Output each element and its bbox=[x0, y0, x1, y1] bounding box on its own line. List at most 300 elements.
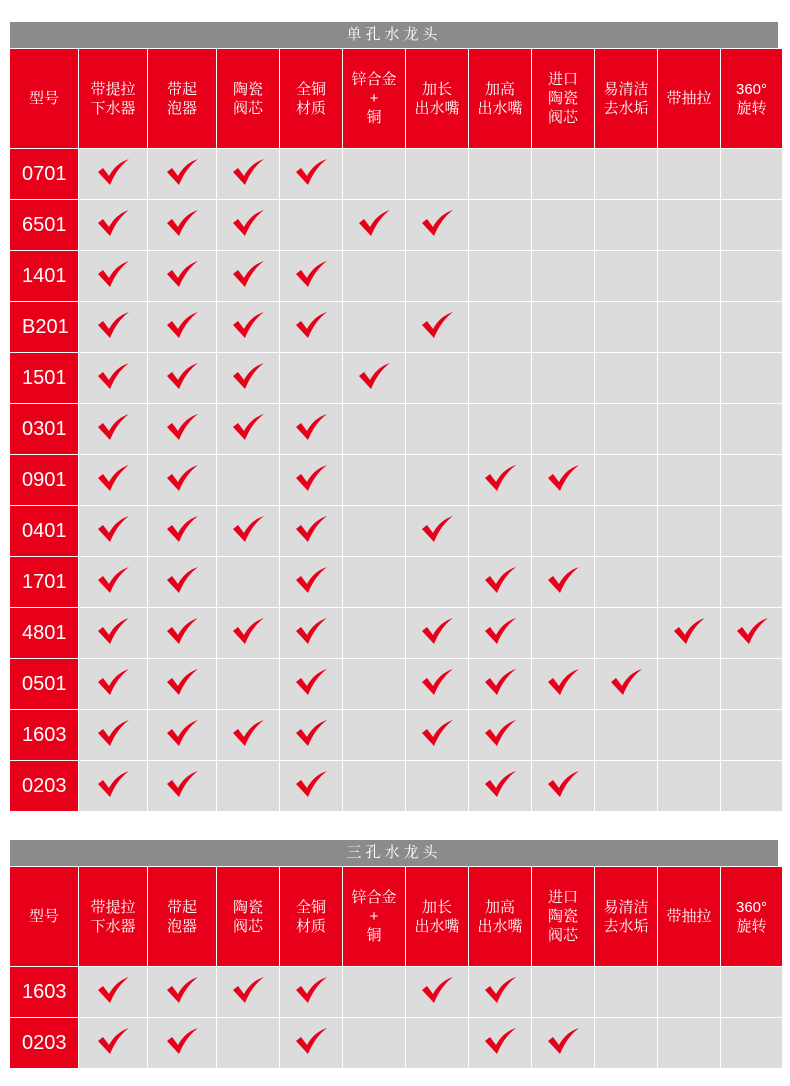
feature-cell bbox=[406, 659, 468, 709]
feature-cell bbox=[658, 557, 720, 607]
feature-cell bbox=[721, 404, 782, 454]
feature-cell bbox=[721, 251, 782, 301]
feature-cell bbox=[406, 608, 468, 658]
feature-cell bbox=[532, 710, 594, 760]
model-number: 0301 bbox=[10, 404, 78, 454]
feature-cell bbox=[217, 506, 279, 556]
feature-cell bbox=[148, 251, 216, 301]
feature-cell bbox=[343, 710, 405, 760]
feature-cell bbox=[532, 761, 594, 811]
column-header-feature: 易清洁 去水垢 bbox=[595, 867, 657, 966]
feature-cell bbox=[721, 149, 782, 199]
feature-cell bbox=[280, 1018, 342, 1068]
feature-cell bbox=[595, 200, 657, 250]
feature-cell bbox=[532, 404, 594, 454]
checkmark-icon bbox=[357, 361, 391, 391]
feature-cell bbox=[406, 710, 468, 760]
feature-cell bbox=[79, 302, 147, 352]
feature-cell bbox=[217, 557, 279, 607]
feature-cell bbox=[280, 251, 342, 301]
checkmark-icon bbox=[96, 208, 130, 238]
column-header-feature: 陶瓷 阀芯 bbox=[217, 49, 279, 148]
feature-cell bbox=[217, 149, 279, 199]
model-number: 1603 bbox=[10, 967, 78, 1017]
feature-cell bbox=[532, 506, 594, 556]
feature-cell bbox=[532, 557, 594, 607]
table-row bbox=[10, 557, 782, 607]
feature-cell bbox=[532, 353, 594, 403]
checkmark-icon bbox=[294, 514, 328, 544]
table-row bbox=[10, 200, 782, 250]
model-number: 0901 bbox=[10, 455, 78, 505]
feature-cell bbox=[280, 557, 342, 607]
checkmark-icon bbox=[231, 361, 265, 391]
table-row bbox=[10, 710, 782, 760]
checkmark-icon bbox=[735, 616, 769, 646]
model-number: 0401 bbox=[10, 506, 78, 556]
feature-cell bbox=[532, 251, 594, 301]
feature-cell bbox=[280, 710, 342, 760]
checkmark-icon bbox=[231, 718, 265, 748]
feature-cell bbox=[79, 608, 147, 658]
feature-cell bbox=[406, 506, 468, 556]
section-title: 单孔水龙头 bbox=[10, 22, 778, 48]
feature-cell bbox=[532, 659, 594, 709]
model-number: 6501 bbox=[10, 200, 78, 250]
checkmark-icon bbox=[231, 208, 265, 238]
checkmark-icon bbox=[294, 463, 328, 493]
feature-cell bbox=[469, 608, 531, 658]
feature-cell bbox=[343, 659, 405, 709]
feature-cell bbox=[721, 659, 782, 709]
checkmark-icon bbox=[294, 259, 328, 289]
table-row bbox=[10, 251, 782, 301]
checkmark-icon bbox=[672, 616, 706, 646]
feature-cell bbox=[79, 557, 147, 607]
checkmark-icon bbox=[294, 1026, 328, 1056]
column-header-feature: 带起 泡器 bbox=[148, 49, 216, 148]
feature-cell bbox=[406, 353, 468, 403]
checkmark-icon bbox=[165, 769, 199, 799]
checkmark-icon bbox=[294, 667, 328, 697]
feature-cell bbox=[658, 455, 720, 505]
feature-cell bbox=[280, 967, 342, 1017]
table-row bbox=[10, 761, 782, 811]
checkmark-icon bbox=[420, 514, 454, 544]
checkmark-icon bbox=[231, 259, 265, 289]
feature-cell bbox=[721, 506, 782, 556]
checkmark-icon bbox=[231, 157, 265, 187]
feature-cell bbox=[280, 353, 342, 403]
checkmark-icon bbox=[420, 667, 454, 697]
feature-cell bbox=[79, 506, 147, 556]
column-header-feature: 加长 出水嘴 bbox=[406, 867, 468, 966]
checkmark-icon bbox=[96, 769, 130, 799]
feature-cell bbox=[595, 251, 657, 301]
feature-cell bbox=[721, 1018, 782, 1068]
checkmark-icon bbox=[96, 259, 130, 289]
feature-cell bbox=[79, 404, 147, 454]
feature-cell bbox=[406, 1018, 468, 1068]
model-number: 0203 bbox=[10, 761, 78, 811]
checkmark-icon bbox=[165, 667, 199, 697]
column-header-feature: 带抽拉 bbox=[658, 49, 720, 148]
feature-cell bbox=[469, 967, 531, 1017]
feature-table bbox=[9, 866, 783, 1069]
column-header-feature: 全铜 材质 bbox=[280, 867, 342, 966]
feature-cell bbox=[217, 761, 279, 811]
feature-cell bbox=[595, 455, 657, 505]
feature-cell bbox=[217, 302, 279, 352]
feature-cell bbox=[79, 659, 147, 709]
table-row bbox=[10, 506, 782, 556]
feature-cell bbox=[148, 659, 216, 709]
feature-cell bbox=[79, 1018, 147, 1068]
feature-cell bbox=[721, 761, 782, 811]
feature-cell bbox=[595, 608, 657, 658]
feature-cell bbox=[79, 761, 147, 811]
checkmark-icon bbox=[546, 667, 580, 697]
feature-cell bbox=[658, 302, 720, 352]
checkmark-icon bbox=[165, 1026, 199, 1056]
feature-cell bbox=[532, 149, 594, 199]
table-row bbox=[10, 1018, 782, 1068]
model-number: 4801 bbox=[10, 608, 78, 658]
feature-cell bbox=[406, 967, 468, 1017]
section-three-hole bbox=[10, 840, 778, 1069]
feature-cell bbox=[658, 761, 720, 811]
model-number: 1701 bbox=[10, 557, 78, 607]
feature-cell bbox=[532, 302, 594, 352]
column-header-feature: 进口 陶瓷 阀芯 bbox=[532, 49, 594, 148]
feature-cell bbox=[469, 710, 531, 760]
feature-cell bbox=[406, 200, 468, 250]
feature-cell bbox=[217, 251, 279, 301]
checkmark-icon bbox=[165, 310, 199, 340]
section-single-hole bbox=[10, 22, 778, 812]
feature-cell bbox=[721, 302, 782, 352]
feature-cell bbox=[469, 302, 531, 352]
feature-cell bbox=[79, 710, 147, 760]
feature-cell bbox=[280, 506, 342, 556]
section-title: 三孔水龙头 bbox=[10, 840, 778, 866]
feature-cell bbox=[280, 455, 342, 505]
feature-cell bbox=[79, 149, 147, 199]
checkmark-icon bbox=[483, 616, 517, 646]
feature-cell bbox=[658, 659, 720, 709]
checkmark-icon bbox=[165, 208, 199, 238]
checkmark-icon bbox=[231, 975, 265, 1005]
feature-cell bbox=[658, 149, 720, 199]
feature-cell bbox=[406, 761, 468, 811]
column-header-feature: 全铜 材质 bbox=[280, 49, 342, 148]
checkmark-icon bbox=[546, 769, 580, 799]
checkmark-icon bbox=[483, 1026, 517, 1056]
feature-cell bbox=[148, 761, 216, 811]
feature-cell bbox=[469, 506, 531, 556]
column-header-feature: 360° 旋转 bbox=[721, 49, 782, 148]
feature-cell bbox=[217, 608, 279, 658]
feature-cell bbox=[217, 659, 279, 709]
feature-cell bbox=[217, 404, 279, 454]
checkmark-icon bbox=[609, 667, 643, 697]
checkmark-icon bbox=[294, 412, 328, 442]
feature-cell bbox=[217, 710, 279, 760]
feature-cell bbox=[469, 251, 531, 301]
table-row bbox=[10, 404, 782, 454]
feature-cell bbox=[721, 200, 782, 250]
checkmark-icon bbox=[294, 769, 328, 799]
feature-cell bbox=[148, 557, 216, 607]
checkmark-icon bbox=[231, 514, 265, 544]
feature-cell bbox=[79, 353, 147, 403]
checkmark-icon bbox=[96, 616, 130, 646]
feature-cell bbox=[595, 1018, 657, 1068]
model-number: 0501 bbox=[10, 659, 78, 709]
feature-cell bbox=[280, 404, 342, 454]
checkmark-icon bbox=[420, 616, 454, 646]
checkmark-icon bbox=[483, 463, 517, 493]
checkmark-icon bbox=[96, 412, 130, 442]
feature-cell bbox=[148, 455, 216, 505]
column-header-model: 型号 bbox=[10, 867, 78, 966]
column-header-feature: 带提拉 下水器 bbox=[79, 867, 147, 966]
feature-cell bbox=[595, 659, 657, 709]
feature-table bbox=[9, 48, 783, 812]
checkmark-icon bbox=[357, 208, 391, 238]
checkmark-icon bbox=[96, 565, 130, 595]
model-number: 1401 bbox=[10, 251, 78, 301]
feature-cell bbox=[406, 302, 468, 352]
feature-cell bbox=[343, 200, 405, 250]
table-row bbox=[10, 608, 782, 658]
feature-cell bbox=[469, 1018, 531, 1068]
feature-cell bbox=[721, 967, 782, 1017]
feature-cell bbox=[532, 967, 594, 1017]
feature-cell bbox=[406, 251, 468, 301]
feature-cell bbox=[148, 404, 216, 454]
feature-cell bbox=[469, 761, 531, 811]
column-header-feature: 带起 泡器 bbox=[148, 867, 216, 966]
feature-cell bbox=[595, 761, 657, 811]
feature-cell bbox=[148, 302, 216, 352]
feature-cell bbox=[343, 404, 405, 454]
header-row bbox=[10, 49, 782, 148]
column-header-feature: 360° 旋转 bbox=[721, 867, 782, 966]
model-number: 0701 bbox=[10, 149, 78, 199]
checkmark-icon bbox=[483, 769, 517, 799]
feature-cell bbox=[595, 302, 657, 352]
column-header-model: 型号 bbox=[10, 49, 78, 148]
column-header-feature: 加高 出水嘴 bbox=[469, 49, 531, 148]
feature-cell bbox=[217, 200, 279, 250]
checkmark-icon bbox=[96, 361, 130, 391]
column-header-feature: 陶瓷 阀芯 bbox=[217, 867, 279, 966]
checkmark-icon bbox=[231, 310, 265, 340]
feature-cell bbox=[406, 149, 468, 199]
feature-cell bbox=[148, 200, 216, 250]
checkmark-icon bbox=[165, 718, 199, 748]
feature-cell bbox=[595, 967, 657, 1017]
checkmark-icon bbox=[165, 616, 199, 646]
feature-cell bbox=[343, 302, 405, 352]
checkmark-icon bbox=[96, 975, 130, 1005]
feature-cell bbox=[658, 506, 720, 556]
feature-cell bbox=[469, 200, 531, 250]
feature-cell bbox=[148, 608, 216, 658]
feature-cell bbox=[148, 149, 216, 199]
feature-cell bbox=[532, 608, 594, 658]
column-header-feature: 加长 出水嘴 bbox=[406, 49, 468, 148]
column-header-feature: 锌合金 + 铜 bbox=[343, 49, 405, 148]
checkmark-icon bbox=[165, 157, 199, 187]
checkmark-icon bbox=[165, 463, 199, 493]
feature-cell bbox=[406, 404, 468, 454]
feature-cell bbox=[469, 149, 531, 199]
feature-cell bbox=[79, 200, 147, 250]
feature-cell bbox=[79, 455, 147, 505]
feature-cell bbox=[280, 302, 342, 352]
table-row bbox=[10, 967, 782, 1017]
feature-cell bbox=[532, 455, 594, 505]
feature-cell bbox=[658, 710, 720, 760]
feature-cell bbox=[280, 659, 342, 709]
checkmark-icon bbox=[483, 565, 517, 595]
table-row bbox=[10, 302, 782, 352]
checkmark-icon bbox=[483, 718, 517, 748]
feature-cell bbox=[658, 251, 720, 301]
feature-cell bbox=[469, 557, 531, 607]
checkmark-icon bbox=[165, 975, 199, 1005]
checkmark-icon bbox=[483, 975, 517, 1005]
feature-cell bbox=[658, 608, 720, 658]
checkmark-icon bbox=[294, 565, 328, 595]
feature-cell bbox=[280, 149, 342, 199]
model-number: 1501 bbox=[10, 353, 78, 403]
feature-cell bbox=[721, 455, 782, 505]
feature-cell bbox=[721, 710, 782, 760]
feature-cell bbox=[595, 506, 657, 556]
checkmark-icon bbox=[231, 616, 265, 646]
feature-cell bbox=[217, 967, 279, 1017]
table-row bbox=[10, 455, 782, 505]
feature-cell bbox=[148, 506, 216, 556]
feature-cell bbox=[343, 149, 405, 199]
feature-cell bbox=[343, 967, 405, 1017]
checkmark-icon bbox=[294, 310, 328, 340]
feature-cell bbox=[343, 1018, 405, 1068]
checkmark-icon bbox=[294, 616, 328, 646]
feature-cell bbox=[217, 1018, 279, 1068]
checkmark-icon bbox=[294, 157, 328, 187]
checkmark-icon bbox=[165, 259, 199, 289]
checkmark-icon bbox=[96, 1026, 130, 1056]
feature-cell bbox=[595, 557, 657, 607]
feature-cell bbox=[148, 710, 216, 760]
checkmark-icon bbox=[165, 514, 199, 544]
feature-cell bbox=[79, 967, 147, 1017]
feature-cell bbox=[658, 967, 720, 1017]
feature-cell bbox=[79, 251, 147, 301]
feature-cell bbox=[658, 353, 720, 403]
feature-cell bbox=[343, 251, 405, 301]
feature-cell bbox=[280, 608, 342, 658]
feature-cell bbox=[217, 353, 279, 403]
feature-cell bbox=[658, 200, 720, 250]
feature-cell bbox=[658, 404, 720, 454]
feature-cell bbox=[469, 659, 531, 709]
feature-cell bbox=[148, 1018, 216, 1068]
checkmark-icon bbox=[165, 361, 199, 391]
feature-cell bbox=[343, 506, 405, 556]
column-header-feature: 锌合金 + 铜 bbox=[343, 867, 405, 966]
checkmark-icon bbox=[420, 718, 454, 748]
column-header-feature: 易清洁 去水垢 bbox=[595, 49, 657, 148]
table-row bbox=[10, 353, 782, 403]
feature-cell bbox=[280, 200, 342, 250]
feature-cell bbox=[217, 455, 279, 505]
feature-cell bbox=[406, 455, 468, 505]
feature-cell bbox=[595, 353, 657, 403]
feature-cell bbox=[343, 455, 405, 505]
checkmark-icon bbox=[294, 975, 328, 1005]
feature-cell bbox=[595, 149, 657, 199]
checkmark-icon bbox=[96, 463, 130, 493]
feature-cell bbox=[406, 557, 468, 607]
checkmark-icon bbox=[96, 514, 130, 544]
checkmark-icon bbox=[294, 718, 328, 748]
feature-cell bbox=[343, 608, 405, 658]
feature-cell bbox=[595, 404, 657, 454]
checkmark-icon bbox=[165, 412, 199, 442]
column-header-feature: 进口 陶瓷 阀芯 bbox=[532, 867, 594, 966]
table-row bbox=[10, 659, 782, 709]
column-header-feature: 带抽拉 bbox=[658, 867, 720, 966]
checkmark-icon bbox=[420, 310, 454, 340]
checkmark-icon bbox=[96, 310, 130, 340]
feature-cell bbox=[469, 353, 531, 403]
checkmark-icon bbox=[96, 157, 130, 187]
feature-cell bbox=[721, 353, 782, 403]
feature-cell bbox=[469, 404, 531, 454]
model-number: B201 bbox=[10, 302, 78, 352]
feature-cell bbox=[280, 761, 342, 811]
checkmark-icon bbox=[96, 718, 130, 748]
feature-cell bbox=[343, 353, 405, 403]
checkmark-icon bbox=[546, 463, 580, 493]
checkmark-icon bbox=[231, 412, 265, 442]
feature-cell bbox=[658, 1018, 720, 1068]
feature-cell bbox=[721, 557, 782, 607]
model-number: 0203 bbox=[10, 1018, 78, 1068]
checkmark-icon bbox=[420, 208, 454, 238]
feature-cell bbox=[148, 353, 216, 403]
feature-cell bbox=[343, 761, 405, 811]
column-header-feature: 加高 出水嘴 bbox=[469, 867, 531, 966]
feature-cell bbox=[343, 557, 405, 607]
checkmark-icon bbox=[546, 1026, 580, 1056]
header-row bbox=[10, 867, 782, 966]
feature-cell bbox=[532, 1018, 594, 1068]
feature-cell bbox=[469, 455, 531, 505]
table-row bbox=[10, 149, 782, 199]
feature-cell bbox=[532, 200, 594, 250]
column-header-feature: 带提拉 下水器 bbox=[79, 49, 147, 148]
checkmark-icon bbox=[483, 667, 517, 697]
feature-cell bbox=[595, 710, 657, 760]
checkmark-icon bbox=[165, 565, 199, 595]
model-number: 1603 bbox=[10, 710, 78, 760]
